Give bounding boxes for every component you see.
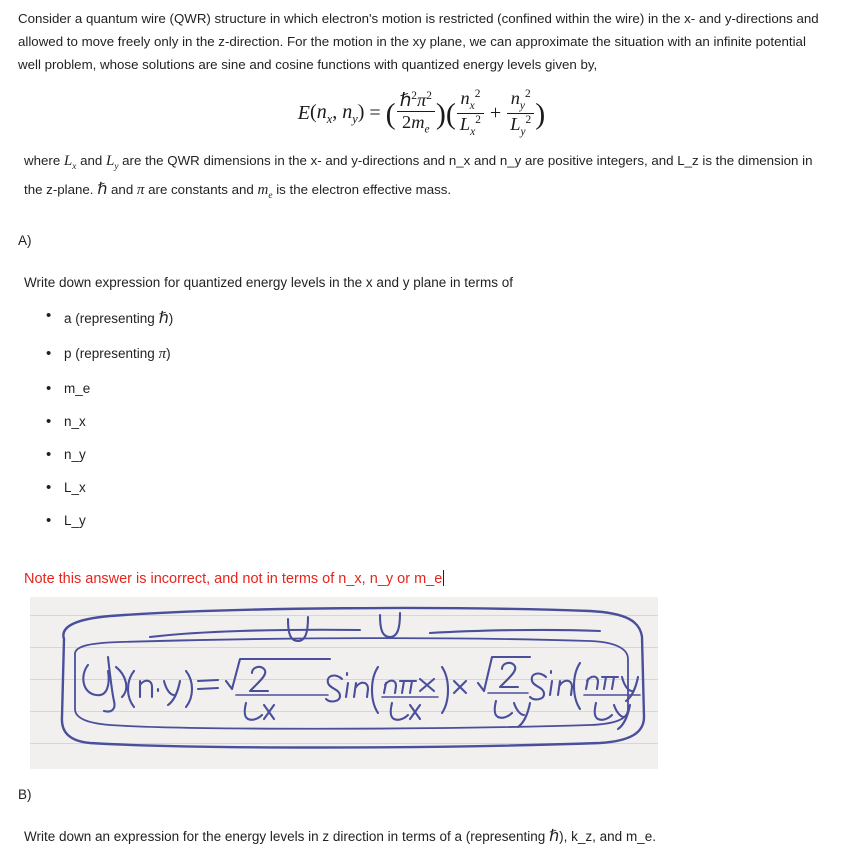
pi-icon: π <box>158 345 167 362</box>
section-b-prompt <box>24 824 825 849</box>
symbol-lx: $L_x$ <box>63 153 77 173</box>
list-item: • a (representing ℏ) <box>64 308 825 328</box>
handwriting-ink <box>30 597 658 769</box>
where-text-2: and <box>76 153 106 169</box>
section-b-prompt-before: Write down an expression for the energy levels in z direction in terms of a (representing <box>24 828 550 844</box>
section-b-label: B) <box>18 786 32 802</box>
equation-open-paren-2: ( <box>445 97 456 131</box>
energy-equation <box>18 89 825 140</box>
equation-term1-fraction: $\frac{n_x^2}{L_x^2}$ <box>457 89 484 140</box>
equation-term2-fraction: $\frac{n_y^2}{L_y^2}$ <box>507 89 534 140</box>
list-item: • n_x <box>64 414 825 429</box>
terms-list <box>18 308 825 528</box>
equation-equals: = <box>369 101 381 124</box>
hbar-icon: ℏ <box>549 827 560 845</box>
equation-open-paren: ( <box>385 97 396 131</box>
intro-paragraph: Consider a quantum wire (QWR) structure in which electron's motion is restricted (confined within the wire) in the x- and y-directions and allowed to move freely only in the z-direction. For the motion in the xy plane, we can approximate the situation with an infinite potential well problem, whose solutions are sine and cosine functions with quantized energy levels given by, <box>18 11 819 72</box>
equation-close-paren-1: ) <box>435 97 446 131</box>
note-text: Note this answer is incorrect, and not in terms of n_x, n_y or m_e <box>24 570 443 587</box>
where-text-5: are constants and <box>144 182 258 198</box>
where-text-6: is the electron effective mass. <box>272 182 452 198</box>
equation-lhs-symbol: E <box>297 101 311 124</box>
equation-prefactor-fraction: $\frac{\hbar^2\pi^2}{2m_e}$ <box>397 91 435 137</box>
where-text-3: are the QWR dimensions in the x- and y-directions and n_x and n_y are positive integers, and L_z is the dimension in the z-plane. <box>24 153 813 198</box>
where-text-4: and <box>107 182 137 198</box>
where-text-1: where <box>24 153 64 169</box>
symbol-hbar: ℏ <box>97 181 108 199</box>
hbar-icon: ℏ <box>158 309 169 327</box>
handwritten-answer-image <box>30 597 658 769</box>
equation-close-paren-2: ) <box>535 97 546 131</box>
section-b-prompt-after: ), k_z, and m_e. <box>559 828 656 844</box>
list-item: • m_e <box>64 381 825 396</box>
where-line <box>24 149 825 205</box>
symbol-ly: $L_y$ <box>105 153 119 173</box>
list-item: • n_y <box>64 447 825 462</box>
incorrect-answer-note <box>24 570 444 587</box>
equation-lhs-args: ($n_x$, $n_y$) <box>310 101 365 127</box>
symbol-pi: π <box>136 182 145 199</box>
section-a-prompt: Write down expression for quantized energy levels in the x and y plane in terms of <box>24 275 514 291</box>
list-item: • p (representing π) <box>64 346 825 363</box>
equation-plus: + <box>489 101 502 124</box>
symbol-me: $m_e$ <box>257 182 273 202</box>
section-a-label: A) <box>18 233 32 249</box>
text-caret <box>443 570 444 586</box>
list-item: • L_x <box>64 480 825 495</box>
list-item: • L_y <box>64 513 825 528</box>
